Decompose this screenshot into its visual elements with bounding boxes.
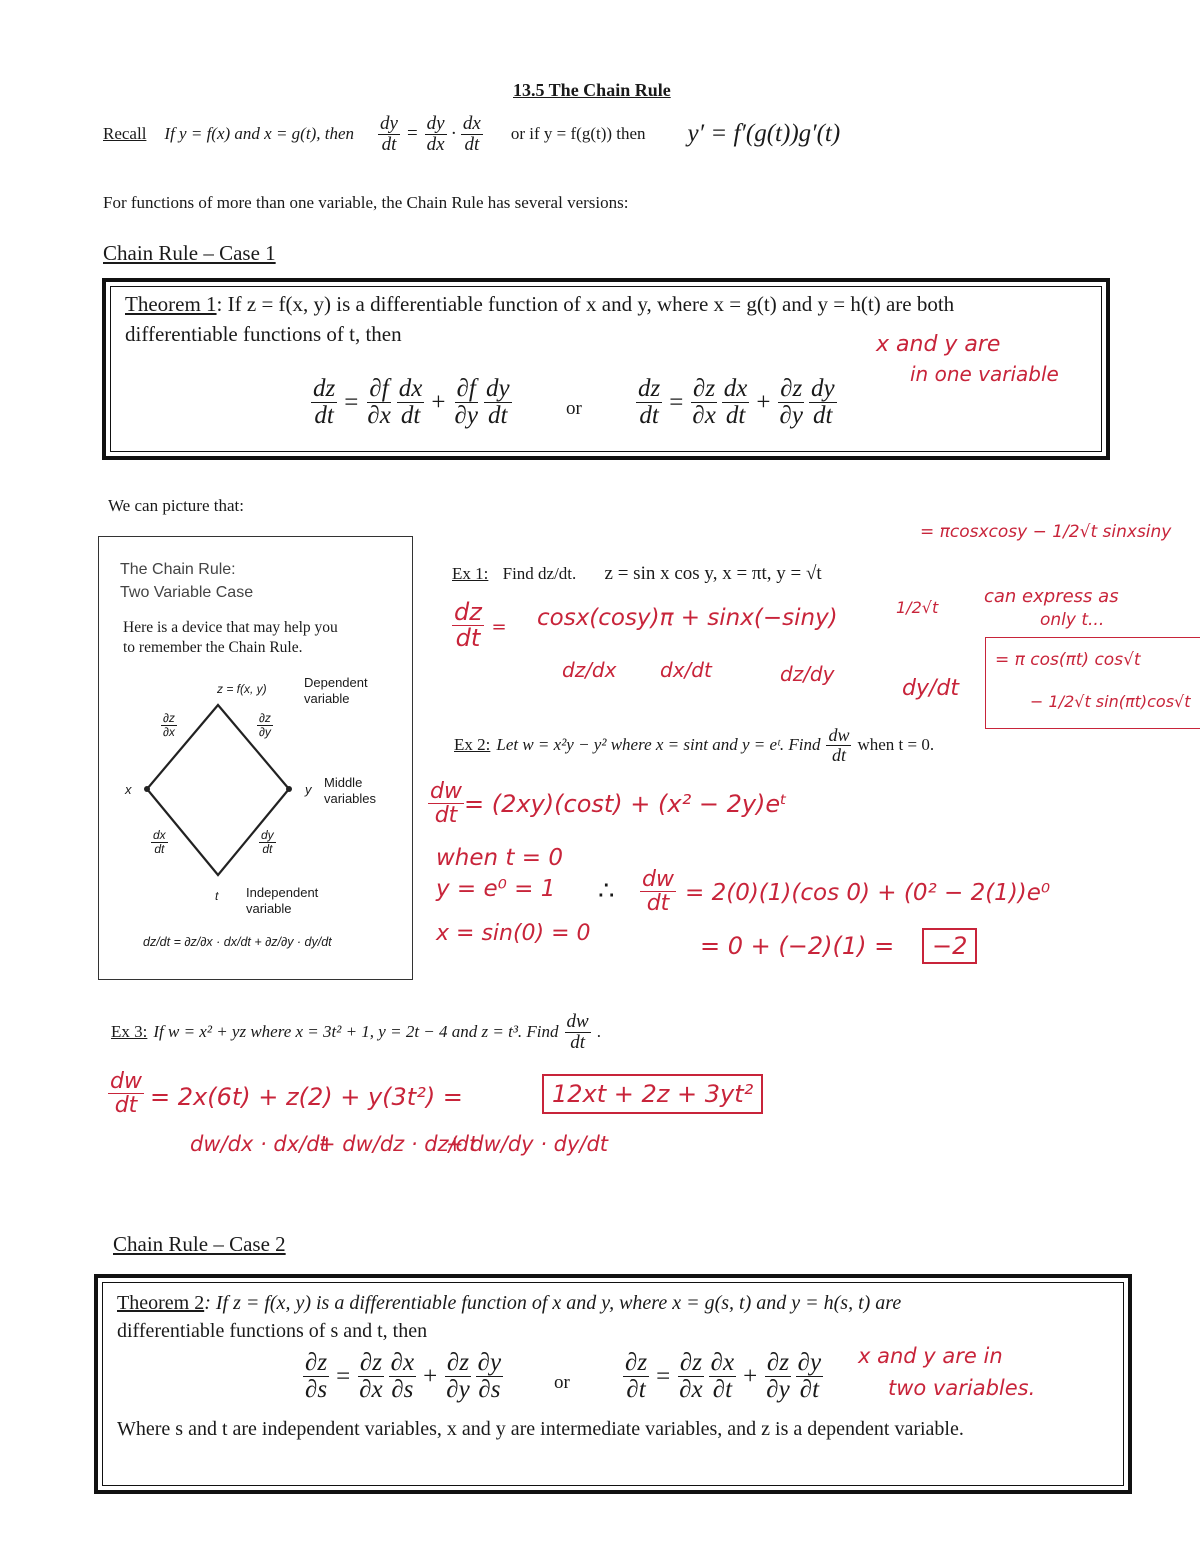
ex1-hw-dxdt: dx/dt [660,658,712,682]
ex3-hw-b: + dw/dz · dz/dt [318,1132,478,1156]
recall-line [103,114,840,155]
diagram-middle-1: Middle [324,775,363,790]
ex2-hw-lhs: $\frac{dw}{dt}$ [430,779,462,829]
theorem2-or: or [554,1372,570,1393]
ex2-hw-6: = 0 + (−2)(1) = [700,932,895,960]
ex1-side-note-4: = π cos(πt) cos√t [995,650,1141,670]
theorem1-or: or [566,398,582,419]
ex3-label: Ex 3: [111,1022,148,1042]
case1-annotation-1: x and y are [876,332,1001,357]
ex3-hw-a: dw/dx · dx/dt [190,1132,328,1156]
ex2-hw-4: x = sin(0) = 0 [436,921,591,946]
ex2-label: Ex 2: [454,735,491,755]
diagram-dependent-2: variable [304,691,350,706]
ex1-line [452,563,822,585]
ex3-hw-answer: 12xt + 2z + 3yt² [542,1074,763,1114]
ex1-side-note-5: − 1/2√t sin(πt)cos√t [1030,692,1191,711]
ex2-text: Let w = x²y − y² where x = sint and y = eᵗ. Find [496,735,821,755]
recall-text: If y = f(x) and x = g(t), then [164,124,354,144]
diagram-title-2: Two Variable Case [120,584,254,601]
theorem2-box [94,1274,1132,1494]
case2-annotation-1: x and y are in [858,1344,1003,1368]
diagram-dzdx: $\frac{\partial z}{\partial x}$ [163,711,175,739]
recall-label: Recall [103,124,147,144]
ex1-equation: z = sin x cos y, x = πt, y = √t [604,563,822,584]
case2-annotation-2: two variables. [888,1376,1036,1400]
diagram-title-1: The Chain Rule: [120,561,236,578]
diagram-formula: dz/dt = ∂z/∂x · dx/dt + ∂z/∂y · dy/dt [143,935,332,949]
ex1-hw-dydt: dy/dt [902,676,959,701]
ex3-line: Ex 3: If w = x² + yz where x = 3t² + 1, y = 2t − 4 and z = t³. Find $\frac{dw}{dt}$ . [111,1011,601,1053]
page-title: 13.5 The Chain Rule [513,80,671,100]
case2-heading: Chain Rule – Case 2 [113,1232,286,1256]
ex1-hw-work: cosx(cosy)π + sinx(−siny) [537,605,838,631]
diagram-independent-1: Independent [246,885,319,900]
theorem2-formula-t: $\frac{\partial z}{\partial t}$ = $\frac{\partial z}{\partial x}$ $\frac{\partial x}{\partial t}$ + $\frac{\partial z}{\partial y}$ $\frac{\partial y}{\partial t}$ [625,1349,822,1404]
diagram-desc-1: Here is a device that may help you [123,619,338,636]
diagram-dydt: $\frac{dy}{dt}$ [261,828,274,856]
diagram-top-label: z = f(x, y) [217,682,267,696]
recall-formula: $\frac{dy}{dt}$ = $\frac{dy}{dx}$ · $\frac{dx}{dt}$ [380,113,481,155]
chain-rule-diagram [98,536,413,980]
diagram-dxdt: $\frac{dx}{dt}$ [153,828,166,856]
ex1-hw-dzdy: dz/dy [780,662,835,686]
ex3-hw-c: + dw/dy · dy/dt [446,1132,609,1156]
recall-result: y′ = f′(g(t))g′(t) [687,120,841,148]
ex1-hw-lhs: $\frac{dz}{dt}$ = [454,598,507,653]
ex2-hw-answer: −2 [922,928,977,964]
ex1-side-note-2: can express as [984,586,1119,607]
diagram-desc-2: to remember the Chain Rule. [123,639,303,656]
ex2-line [454,726,934,765]
theorem2-footer: Where s and t are independent variables, x and y are intermediate variables, and z is a dependent variable. [117,1418,964,1440]
diagram-dzdy: $\frac{\partial z}{\partial y}$ [259,711,271,739]
ex2-hw-3: y = e⁰ = 1 [436,876,556,902]
ex2-therefore: ∴ [598,876,615,905]
ex1-side-note-1: = πcosxcosy − 1/2√t sinxsiny [920,522,1172,542]
ex3-hw-1: = 2x(6t) + z(2) + y(3t²) = [150,1083,463,1111]
theorem2-text2: differentiable functions of s and t, then [117,1320,428,1342]
ex1-hw-dzdx: dz/dx [562,658,617,682]
ex2-hw-lhs2: $\frac{dw}{dt}$ [642,867,674,917]
case1-heading: Chain Rule – Case 1 [103,241,276,265]
ex2-hw-1: = (2xy)(cost) + (x² − 2y)eᵗ [464,790,788,818]
ex2-tail: when t = 0. [857,735,935,755]
theorem2-formula-s: $\frac{\partial z}{\partial s}$ = $\frac{\partial z}{\partial x}$ $\frac{\partial x}{\partial s}$ + $\frac{\partial z}{\partial y}$ $\frac{\partial y}{\partial s}$ [305,1349,502,1404]
intro-text: For functions of more than one variable, the Chain Rule has several versions: [103,193,629,212]
ex2-hw-5: = 2(0)(1)(cos 0) + (0² − 2(1))e⁰ [685,880,1051,906]
recall-or-text: or if y = f(g(t)) then [510,124,646,144]
ex1-side-note-3: only t... [1040,610,1105,630]
diagram-y: y [305,782,312,797]
ex3-frac: $\frac{dw}{dt}$ [566,1011,589,1053]
ex3-hw-lhs: $\frac{dw}{dt}$ [110,1069,142,1119]
ex2-hw-2: when t = 0 [436,845,563,871]
case1-annotation-2: in one variable [910,362,1059,386]
diagram-middle-2: variables [324,791,377,806]
ex3-text: If w = x² + yz where x = 3t² + 1, y = 2t − 4 and z = t³. Find [153,1022,559,1042]
theorem2-text: Theorem 2: If z = f(x, y) is a differentiable function of x and y, where x = g(s, t) and y = h(s, t) are [117,1292,902,1314]
diagram-dependent-1: Dependent [304,675,368,690]
diagram-independent-2: variable [246,901,292,916]
theorem1-formula-f: $\frac{dz}{dt}$ = $\frac{\partial f}{\partial x}$ $\frac{dx}{dt}$ + $\frac{\partial f}{\partial y}$ $\frac{dy}{dt}$ [313,375,510,430]
ex1-text: Find dz/dt. [502,564,577,583]
diagram-x: x [125,782,132,797]
theorem1-text: Theorem 1: If z = f(x, y) is a differentiable function of x and y, where x = g(t) and y = h(t) are both [125,292,955,316]
ex1-hw-frac: 1/2√t [896,598,939,617]
ex1-label: Ex 1: [452,564,489,583]
theorem1-formula-z: $\frac{dz}{dt}$ = $\frac{\partial z}{\partial x}$ $\frac{dx}{dt}$ + $\frac{\partial z}{\partial y}$ $\frac{dy}{dt}$ [638,375,835,430]
diagram-t: t [215,889,219,903]
picture-label: We can picture that: [108,496,244,515]
ex2-frac: $\frac{dw}{dt}$ [828,725,850,765]
theorem1-text2: differentiable functions of t, then [125,322,402,346]
